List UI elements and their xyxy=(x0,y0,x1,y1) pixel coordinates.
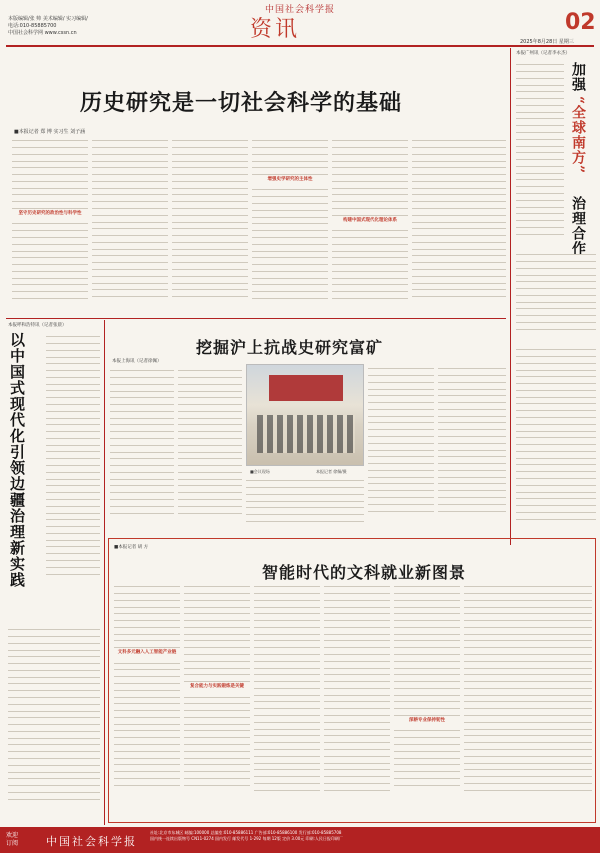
footer-brand: 中国社会科学报 xyxy=(46,835,137,848)
main-text-col-1 xyxy=(12,136,88,311)
subscribe-label-bottom: 订阅 xyxy=(6,840,19,847)
main-byline: ■本报记者 郑 博 实习生 刘子涵 xyxy=(14,129,86,135)
page-number: 02 xyxy=(565,10,596,35)
middle-text-col-5 xyxy=(438,364,506,531)
footer-info xyxy=(150,830,590,842)
masthead-meta xyxy=(8,16,88,37)
meta-line: 电话:010-85885700 xyxy=(8,23,57,29)
column-divider-left xyxy=(104,320,105,825)
middle-text-col-3 xyxy=(246,476,364,531)
bottom-text-col-2 xyxy=(184,582,250,818)
footer-info-line: 社址:北京市东城区 邮编:100000 总编室:010-85886111 广告部:010-85886100 发行部:010-85885708 xyxy=(150,830,342,835)
left-byline: 本报呼和浩特讯（记者张晨） xyxy=(8,323,67,328)
subscribe-label-top: 欢迎 xyxy=(6,832,19,839)
left-text-col-2 xyxy=(8,625,100,820)
banner-image xyxy=(269,375,343,401)
main-text-col-2 xyxy=(92,136,168,311)
subscribe-label[interactable] xyxy=(6,832,18,848)
middle-text-col-2 xyxy=(178,366,242,531)
middle-byline: 本报上海讯（记者徐佩） xyxy=(112,359,162,364)
bottom-text-col-5 xyxy=(394,582,460,818)
right-byline: 本报广州讯（记者李永杰） xyxy=(516,51,570,56)
column-divider-right xyxy=(510,345,511,545)
right-headline-2 xyxy=(568,96,596,174)
meta-line: 本版编辑/张 帅 美术编辑/ 实习编辑/ xyxy=(8,16,88,22)
main-text-col-5 xyxy=(332,136,408,311)
main-text-col-3 xyxy=(172,136,248,311)
middle-text-col-1 xyxy=(110,366,174,531)
bottom-subhead-1: 文科多元融入人工智能产业链 xyxy=(117,650,177,656)
left-headline: 以中国式现代化引领边疆治理新实践 xyxy=(8,332,26,588)
paper-name: 中国社会科学报 xyxy=(264,5,335,15)
photo-caption: ■会议现场 xyxy=(250,469,270,474)
main-subhead-3: 增强史学研究的主体性 xyxy=(267,177,313,183)
bottom-subhead-3: 深耕专业保持韧性 xyxy=(409,718,445,724)
column-divider xyxy=(510,48,511,345)
bottom-text-col-6 xyxy=(464,582,592,818)
right-text-col-2 xyxy=(516,250,596,342)
bottom-text-col-4 xyxy=(324,582,390,818)
left-text-col-1 xyxy=(46,332,100,602)
middle-headline: 挖掘沪上抗战史研究富矿 xyxy=(196,338,384,357)
main-text-col-4 xyxy=(252,136,328,311)
middle-text-col-4 xyxy=(368,364,434,531)
bottom-headline: 智能时代的文科就业新图景 xyxy=(262,563,467,582)
issue-date: 2025年8月28日 星期三 xyxy=(520,39,574,45)
bottom-text-col-1 xyxy=(114,582,180,818)
masthead-rule xyxy=(6,45,594,47)
main-text-col-6 xyxy=(412,136,506,311)
right-headline-part-2: “全球南方” xyxy=(570,96,586,175)
right-text-col-1 xyxy=(516,60,564,250)
right-headline-3 xyxy=(568,196,596,256)
bottom-byline: ■本报记者 胡 方 xyxy=(114,545,149,550)
section-divider xyxy=(6,318,506,319)
meta-line: 中国社会科学网 www.cssn.cn xyxy=(8,30,77,36)
right-headline-part-3: 治理合作 xyxy=(570,196,586,256)
right-text-col-3 xyxy=(516,345,596,545)
footer-info-line: 国内统一连续出版物号 CN11-0274 国内发行 邮发代号 1-292 每期 12版 定价 3.00元 印刷:人民日报印刷厂 xyxy=(150,836,343,841)
right-headline-part-1: 加强 xyxy=(570,62,586,92)
conference-photo xyxy=(246,364,364,466)
main-subhead-2: 构建中国式现代化理论体系 xyxy=(343,217,397,223)
bottom-text-col-3 xyxy=(254,582,320,818)
main-headline: 历史研究是一切社会科学的基础 xyxy=(80,90,403,116)
main-subhead-1: 坚守历史研究的政治性与科学性 xyxy=(18,211,82,216)
audience-image xyxy=(257,415,355,453)
section-title: 资讯 xyxy=(250,17,301,42)
photo-credit: 本报记者 徐佩/摄 xyxy=(316,469,347,474)
right-headline xyxy=(568,62,596,92)
bottom-subhead-2: 复合能力与实践锻炼是关键 xyxy=(190,684,244,690)
